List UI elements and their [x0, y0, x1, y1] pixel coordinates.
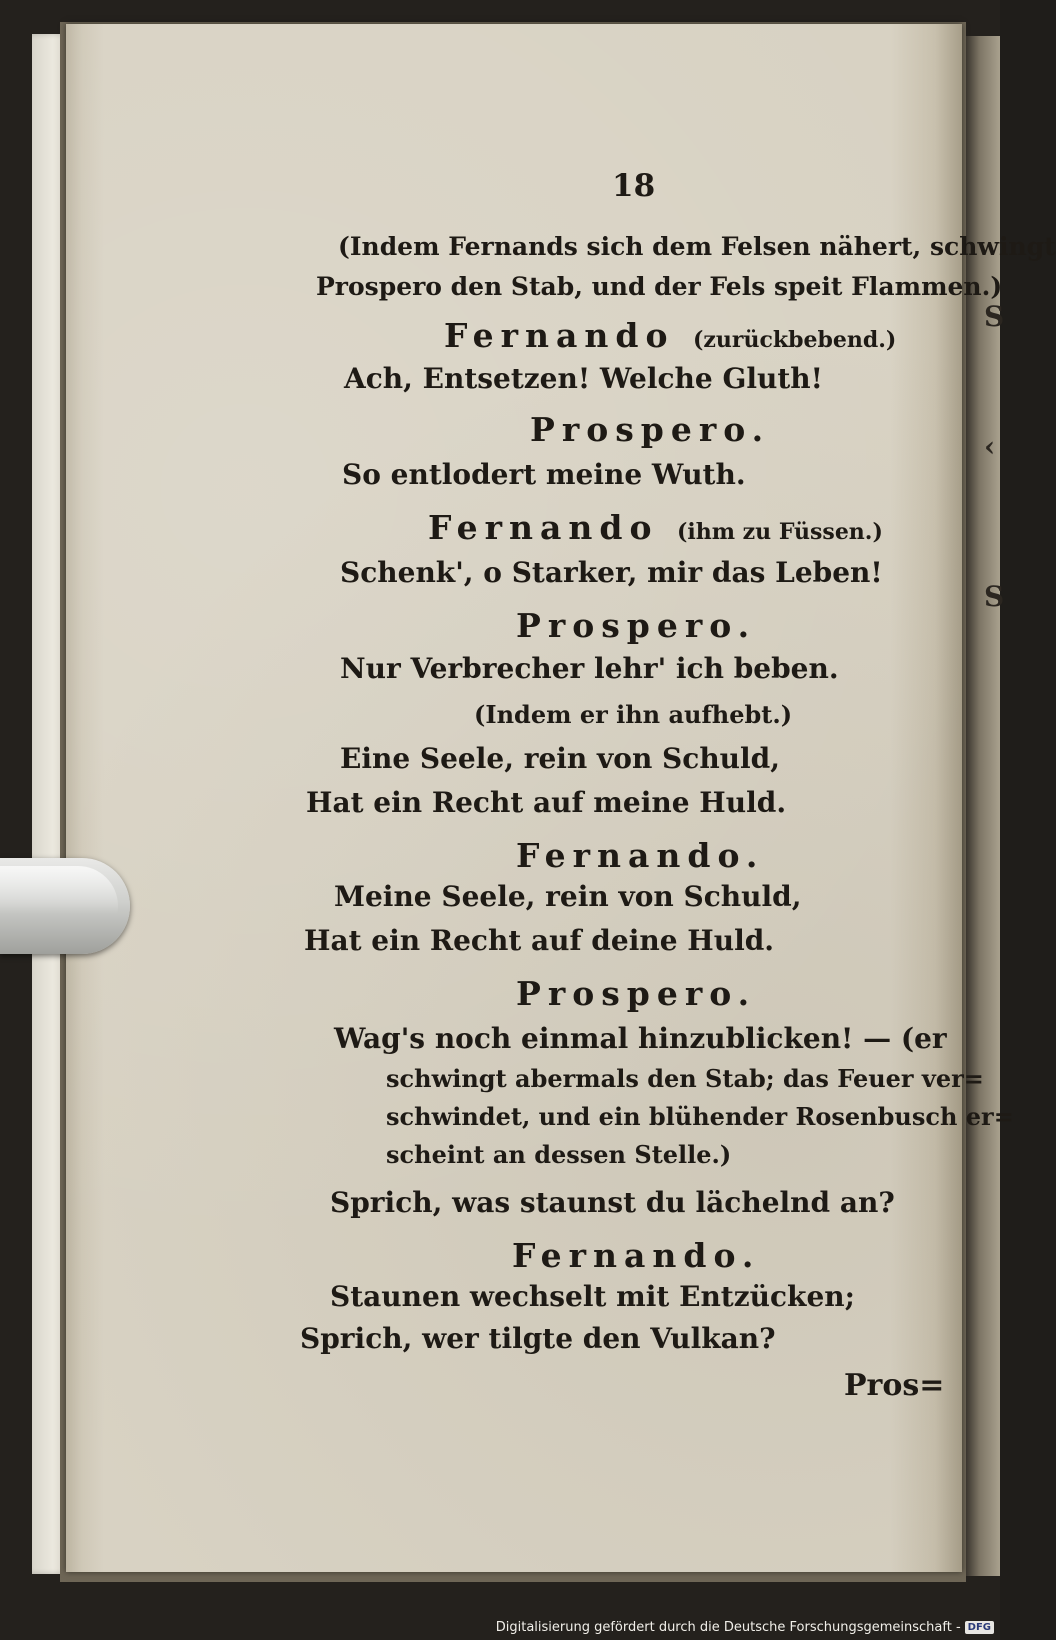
next-page-edge: [966, 36, 1000, 1576]
speaker-name: [428, 508, 883, 547]
verse-line: Sprich, wer tilgte den Vulkan?: [300, 1322, 776, 1355]
stage-direction: schwindet, und ein blühender Rosenbusch er=: [386, 1102, 1014, 1131]
next-page-glyph: S: [984, 300, 1005, 333]
stage-direction: (Indem er ihn aufhebt.): [474, 700, 793, 729]
catchword: Pros=: [844, 1368, 945, 1403]
page-number: 18: [612, 168, 656, 204]
stage-direction: scheint an dessen Stelle.): [386, 1140, 732, 1169]
verse-line: Hat ein Recht auf deine Huld.: [304, 924, 775, 957]
verse-line: Hat ein Recht auf meine Huld.: [306, 786, 787, 819]
stage-direction: Prospero den Stab, und der Fels speit Flammen.): [316, 272, 1003, 301]
verse-line: So entlodert meine Wuth.: [342, 458, 746, 491]
speaker-name: Fernando.: [516, 836, 765, 875]
funding-footer: [496, 1620, 994, 1635]
next-page-glyph: S: [984, 580, 1005, 613]
speaker-name: Prospero.: [516, 974, 757, 1013]
speaker-name: Fernando.: [512, 1236, 761, 1275]
verse-line: Eine Seele, rein von Schuld,: [340, 742, 781, 775]
verse-line: Schenk', o Starker, mir das Leben!: [340, 556, 883, 589]
speaker-label: Fernando: [444, 316, 675, 355]
verse-line: Sprich, was staunst du lächelnd an?: [330, 1186, 895, 1219]
stage-direction: (Indem Fernands sich dem Felsen nähert, schwingt: [338, 232, 1056, 261]
footer-text: Digitalisierung gefördert durch die Deutsche Forschungsgemeinschaft -: [495, 1620, 961, 1635]
dfg-logo-icon: DFG: [965, 1621, 994, 1634]
speaker-name: Prospero.: [530, 410, 771, 449]
stage-direction: (zurückbebend.): [692, 327, 897, 353]
speaker-name: [444, 316, 896, 355]
stage-direction: (ihm zu Füssen.): [676, 519, 883, 545]
next-page-glyph: ‹: [984, 430, 996, 463]
verse-line: Nur Verbrecher lehr' ich beben.: [340, 652, 839, 685]
verse-line: Meine Seele, rein von Schuld,: [334, 880, 802, 913]
stage-direction: schwingt abermals den Stab; das Feuer ver=: [386, 1064, 984, 1093]
speaker-name: Prospero.: [516, 606, 757, 645]
verse-line: Staunen wechselt mit Entzücken;: [330, 1280, 855, 1313]
page-turn-handle[interactable]: [0, 858, 130, 954]
speaker-label: Fernando: [428, 508, 659, 547]
verse-line: Ach, Entsetzen! Welche Gluth!: [344, 362, 823, 395]
verse-line: Wag's noch einmal hinzublicken! — (er: [334, 1022, 947, 1055]
